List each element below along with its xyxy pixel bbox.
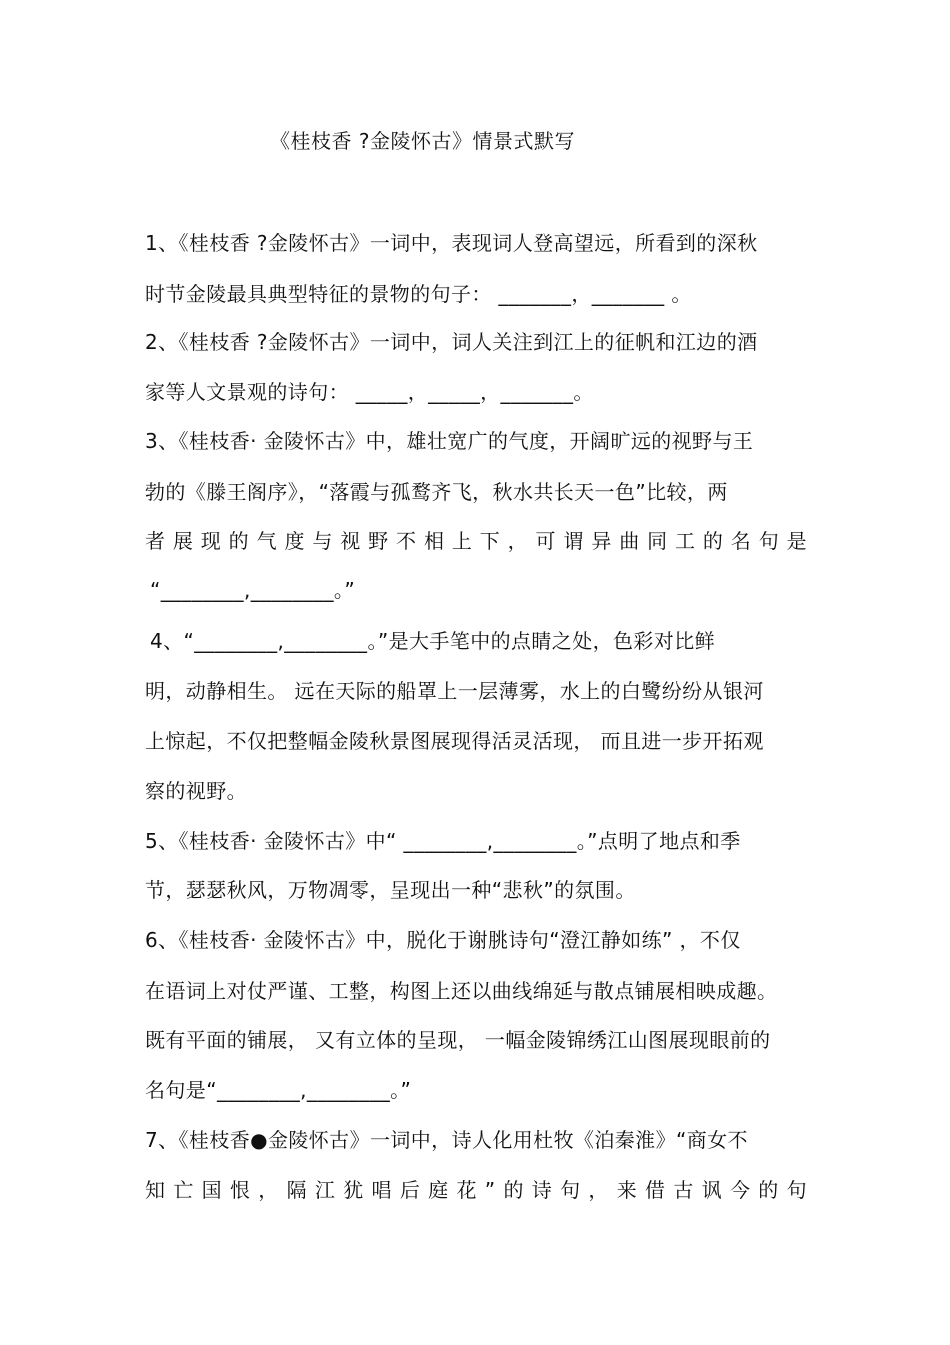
q1-line-1: 1、《桂枝香 ?金陵怀古》一词中，表现词人登高望远，所看到的深秋 [145,231,758,255]
q4-line-2: 明，动静相生。 远在天际的船罩上一层薄雾，水上的白鹭纷纷从银河 [145,679,764,703]
q4-line-3: 上惊起，不仅把整幅金陵秋景图展现得活灵活现， 而且进一步开拓观 [145,729,764,753]
q7-line-1: 7、《桂枝香●金陵怀古》一词中，诗人化用杜牧《泊秦淮》“商女不 [145,1128,748,1152]
q3-line-2: 勃的《滕王阁序》，“落霞与孤鹜齐飞，秋水共长天一色”比较，两 [145,480,728,504]
q7-line-2: 知亡国恨，隔江犹唱后庭花”的诗句，来借古讽今的句 [145,1178,807,1202]
q1-line-2: 时节金陵最具典型特征的景物的句子： _______，_______ 。 [145,282,692,306]
q4-line-1: 4、“________,________。”是大手笔中的点睛之处，色彩对比鲜 [150,629,716,653]
q6-line-1: 6、《桂枝香· 金陵怀古》中，脱化于谢朓诗句“澄江静如练” ，不仅 [145,928,741,952]
q3-line-1: 3、《桂枝香· 金陵怀古》中，雄壮宽广的气度，开阔旷远的视野与王 [145,429,754,453]
q4-line-4: 察的视野。 [145,779,247,803]
page-title: 《桂枝香 ?金陵怀古》情景式默写 [270,129,575,153]
q2-line-1: 2、《桂枝香 ?金陵怀古》一词中，词人关注到江上的征帆和江边的酒 [145,330,758,354]
q6-line-3: 既有平面的铺展， 又有立体的呈现， 一幅金陵锦绣江山图展现眼前的 [145,1028,771,1052]
q6-line-2: 在语词上对仗严谨、工整，构图上还以曲线绵延与散点铺展相映成趣。 [145,979,778,1003]
q3-line-3: 者展现的气度与视野不相上下，可谓异曲同工的名句是 [145,529,807,553]
q5-line-2: 节，瑟瑟秋风，万物凋零，呈现出一种“悲秋”的氛围。 [145,878,636,902]
q3-line-4: “________,________。” [150,578,356,602]
q6-line-4: 名句是“________,________。” [145,1078,412,1102]
q2-line-2: 家等人文景观的诗句： _____，_____，_______。 [145,380,594,404]
q5-line-1: 5、《桂枝香· 金陵怀古》中“ ________,________。”点明了地点和季 [145,829,741,853]
